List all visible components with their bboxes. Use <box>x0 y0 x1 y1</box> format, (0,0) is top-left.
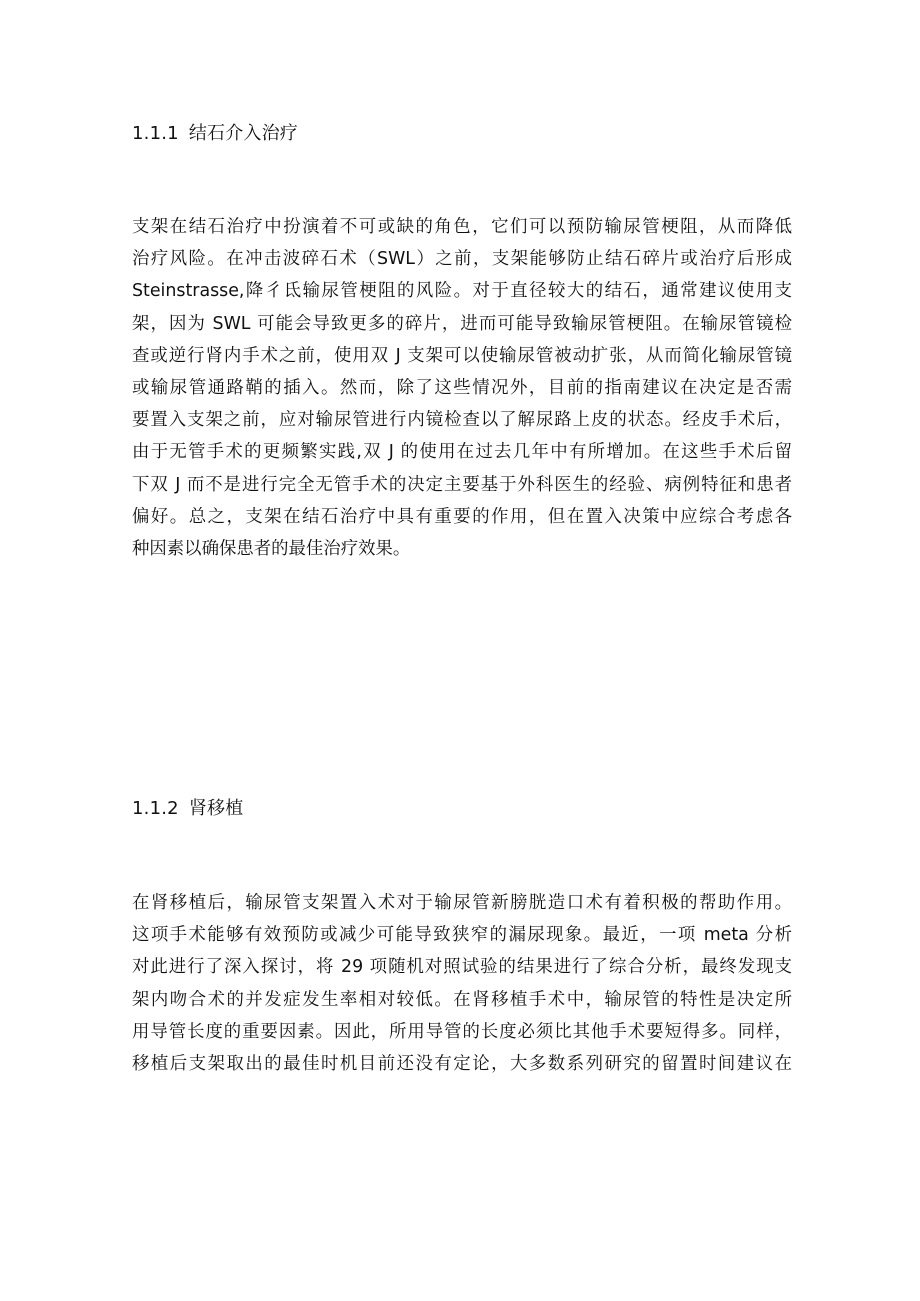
paragraph-kidney-transplant <box>132 887 792 1080</box>
text-line: 架内吻合术的并发症发生率相对较低。在肾移植手术中，输尿管的特性是决定所 <box>132 989 792 1010</box>
text-line: 这项手术能够有效预防或减少可能导致狭窄的漏尿现象。最近，一项 meta 分析 <box>132 925 792 946</box>
text-line: 对此进行了深入探讨，将 29 项随机对照试验的结果进行了综合分析，最终发现支 <box>132 957 792 978</box>
text-line: 下双 J 而不是进行完全无管手术的决定主要基于外科医生的经验、病例特征和患者 <box>132 474 792 495</box>
section-title: 肾移植 <box>188 798 244 819</box>
section-number: 1.1.2 <box>132 798 179 819</box>
section-heading-1-1-2 <box>132 797 243 821</box>
text-line: 查或逆行肾内手术之前，使用双 J 支架可以使输尿管被动扩张，从而简化输尿管镜 <box>132 345 792 366</box>
text-line: 治疗风险。在冲击波碎石术（SWL）之前，支架能够防止结石碎片或治疗后形成 <box>132 249 792 270</box>
text-line: 要置入支架之前，应对输尿管进行内镜检查以了解尿路上皮的状态。经皮手术后， <box>132 410 792 431</box>
text-line: 用导管长度的重要因素。因此，所用导管的长度必须比其他手术要短得多。同样， <box>132 1021 792 1042</box>
section-title: 结石介入治疗 <box>188 123 299 144</box>
text-line: 偏好。总之，支架在结石治疗中具有重要的作用，但在置入决策中应综合考虑各 <box>132 506 792 527</box>
text-line: 或输尿管通路鞘的插入。然而，除了这些情况外，目前的指南建议在决定是否需 <box>132 377 792 398</box>
text-line: 支架在结石治疗中扮演着不可或缺的角色，它们可以预防输尿管梗阻，从而降低 <box>132 217 792 237</box>
text-line: 在肾移植后，输尿管支架置入术对于输尿管新膀胱造口术有着积极的帮助作用。 <box>132 893 792 913</box>
text-line: 种因素以确保患者的最佳治疗效果。 <box>132 538 411 559</box>
text-line: 由于无管手术的更频繁实践,双 J 的使用在过去几年中有所增加。在这些手术后留 <box>132 442 792 463</box>
section-heading-1-1-1 <box>132 122 298 146</box>
text-line: 架，因为 SWL 可能会导致更多的碎片，进而可能导致输尿管梗阻。在输尿管镜检 <box>132 313 792 334</box>
section-number: 1.1.1 <box>132 123 179 144</box>
text-line: Steinstrasse,降彳氐输尿管梗阻的风险。对于直径较大的结石，通常建议使用支 <box>132 281 792 302</box>
paragraph-stone-treatment <box>132 211 792 565</box>
text-line: 移植后支架取出的最佳时机目前还没有定论，大多数系列研究的留置时间建议在 <box>132 1053 792 1074</box>
